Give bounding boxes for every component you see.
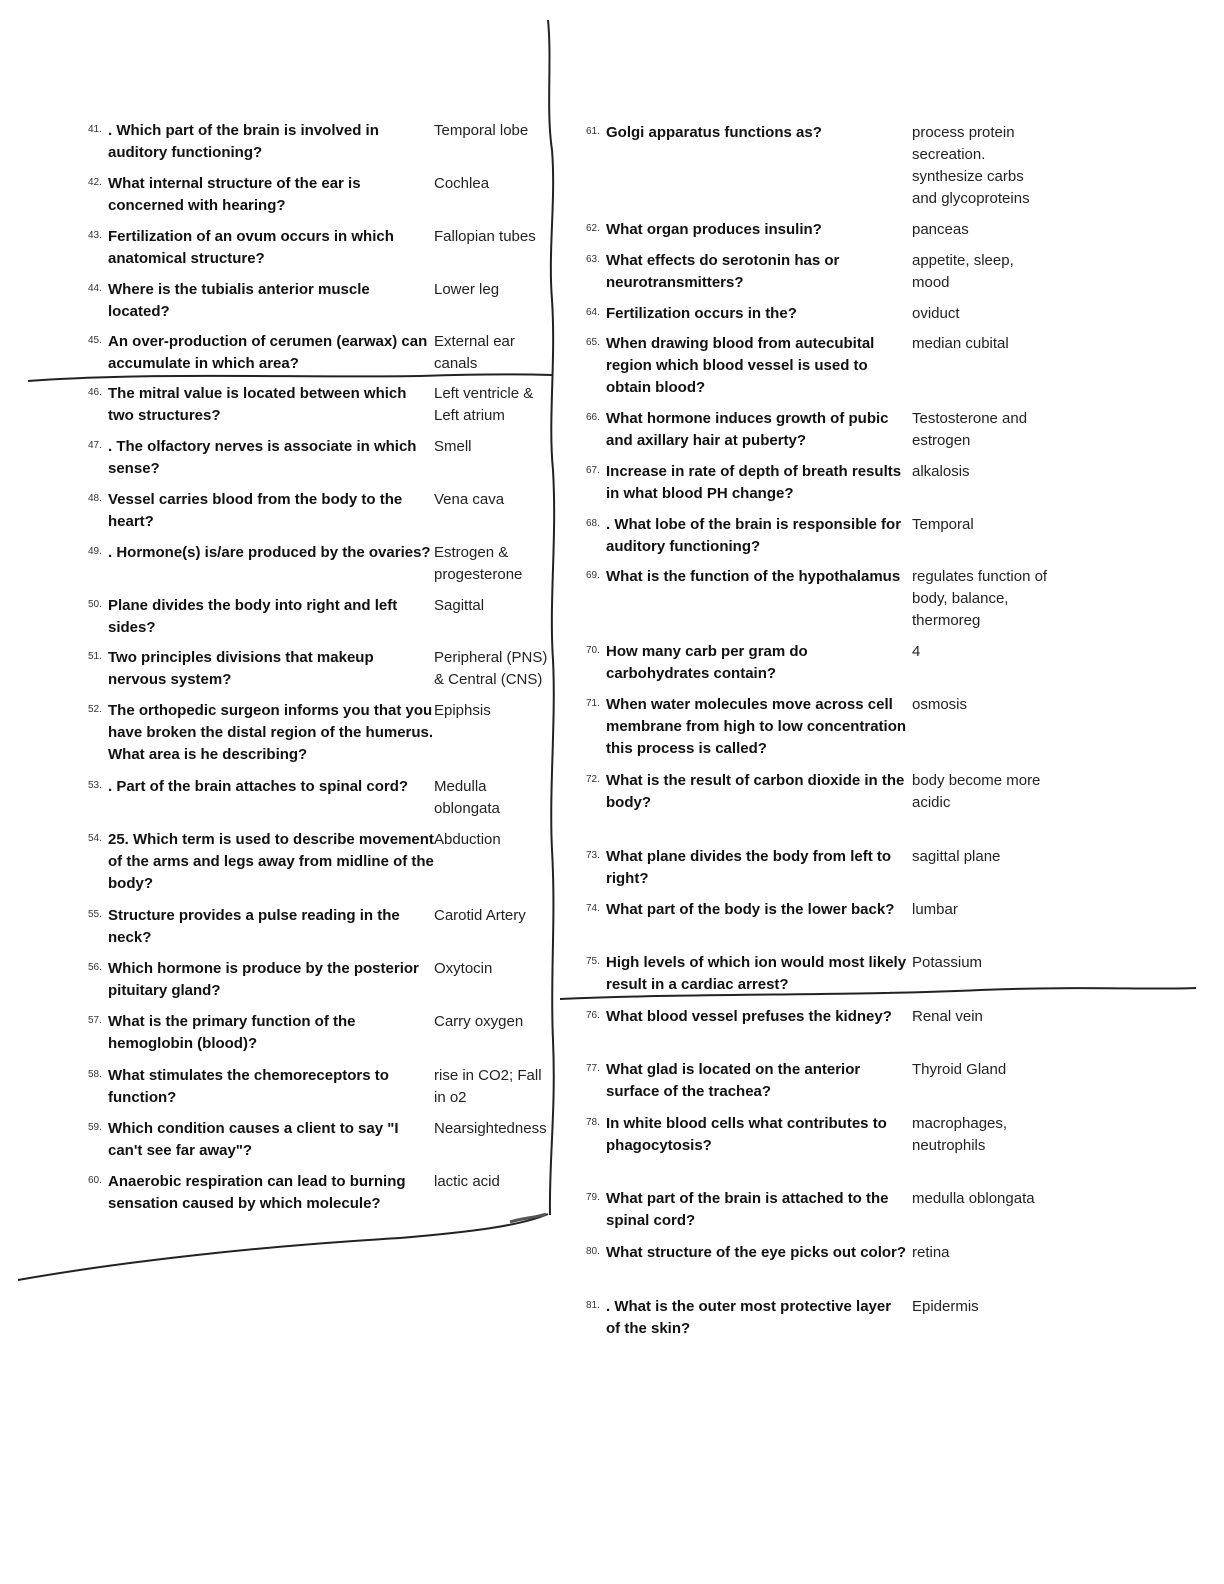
answer-text: Carry oxygen	[434, 1013, 524, 1030]
question-text: Increase in rate of depth of breath results in what blood PH change?	[606, 463, 902, 502]
question-text: The mitral value is located between which two structures?	[108, 385, 407, 424]
question-text: What organ produces insulin?	[606, 221, 822, 238]
question-row	[88, 1118, 556, 1162]
question-row	[88, 542, 556, 586]
question-text: Two principles divisions that makeup nervous system?	[108, 649, 374, 688]
question-text: . The olfactory nerves is associate in which sense?	[108, 438, 417, 477]
answer-text: Sagittal	[434, 597, 485, 614]
question-row	[586, 641, 1072, 685]
question-number: 79.	[586, 1192, 600, 1203]
question-row	[586, 952, 1072, 996]
question-number: 50.	[88, 599, 102, 610]
question-row	[88, 173, 556, 217]
question-number: 81.	[586, 1300, 600, 1311]
answer-text: retina	[912, 1244, 950, 1261]
question-number: 72.	[586, 774, 600, 785]
question-row	[88, 1171, 556, 1215]
question-number: 57.	[88, 1015, 102, 1026]
question-row	[88, 1011, 556, 1055]
question-number: 56.	[88, 962, 102, 973]
question-row	[88, 1065, 556, 1109]
question-number: 49.	[88, 546, 102, 557]
answer-text: Testosterone and estrogen	[912, 410, 1028, 449]
question-number: 54.	[88, 833, 102, 844]
question-text: What internal structure of the ear is concerned with hearing?	[108, 175, 361, 214]
answer-text: External ear canals	[434, 333, 515, 372]
answer-text: medulla oblongata	[912, 1190, 1035, 1207]
question-row	[586, 1188, 1072, 1232]
question-text: Which hormone is produce by the posterior pituitary gland?	[108, 960, 419, 999]
question-text: The orthopedic surgeon informs you that you have broken the distal region of the humerus. What area is he describing?	[108, 702, 434, 763]
question-text: . What lobe of the brain is responsible for auditory functioning?	[606, 516, 902, 555]
question-text: . Which part of the brain is involved in auditory functioning?	[108, 122, 379, 161]
question-number: 77.	[586, 1063, 600, 1074]
question-number: 60.	[88, 1175, 102, 1186]
question-row	[88, 436, 556, 480]
question-text: Fertilization of an ovum occurs in which anatomical structure?	[108, 228, 394, 267]
answer-text: Potassium	[912, 954, 983, 971]
answer-text: panceas	[912, 221, 969, 238]
question-row	[88, 647, 556, 691]
question-text: High levels of which ion would most likely result in a cardiac arrest?	[606, 954, 907, 993]
question-number: 75.	[586, 956, 600, 967]
answer-text: regulates function of body, balance, thermoreg	[912, 568, 1048, 629]
answer-text: Smell	[434, 438, 472, 455]
question-number: 67.	[586, 465, 600, 476]
question-number: 62.	[586, 223, 600, 234]
question-text: Fertilization occurs in the?	[606, 305, 797, 322]
question-text: What hormone induces growth of pubic and axillary hair at puberty?	[606, 410, 889, 449]
question-row	[586, 514, 1072, 558]
question-row	[586, 1059, 1072, 1103]
question-number: 58.	[88, 1069, 102, 1080]
question-row	[586, 1242, 1072, 1264]
question-text: Golgi apparatus functions as?	[606, 124, 822, 141]
question-row	[88, 279, 556, 323]
question-text: Structure provides a pulse reading in the neck?	[108, 907, 400, 946]
question-number: 44.	[88, 283, 102, 294]
question-row	[586, 694, 1072, 760]
question-row	[88, 829, 556, 895]
question-number: 52.	[88, 704, 102, 715]
answer-text: Peripheral (PNS) & Central (CNS)	[434, 649, 548, 688]
question-number: 47.	[88, 440, 102, 451]
question-number: 76.	[586, 1010, 600, 1021]
question-row	[586, 1296, 1072, 1340]
question-number: 69.	[586, 570, 600, 581]
question-row	[586, 303, 1072, 325]
answer-text: Vena cava	[434, 491, 505, 508]
question-text: . What is the outer most protective layer of the skin?	[606, 1298, 892, 1337]
question-number: 64.	[586, 307, 600, 318]
answer-text: osmosis	[912, 696, 968, 713]
question-number: 68.	[586, 518, 600, 529]
question-row	[88, 489, 556, 533]
question-row	[586, 250, 1072, 294]
question-text: Plane divides the body into right and left sides?	[108, 597, 398, 636]
question-number: 66.	[586, 412, 600, 423]
question-text: When water molecules move across cell membrane from high to low concentration this process is called?	[606, 696, 907, 757]
question-number: 45.	[88, 335, 102, 346]
question-number: 78.	[586, 1117, 600, 1128]
answer-text: Temporal lobe	[434, 122, 529, 139]
question-row	[88, 595, 556, 639]
question-text: An over-production of cerumen (earwax) can accumulate in which area?	[108, 333, 428, 372]
answer-text: Cochlea	[434, 175, 490, 192]
question-row	[88, 700, 556, 766]
question-number: 41.	[88, 124, 102, 135]
question-text: 25. Which term is used to describe movement of the arms and legs away from midline of the body?	[108, 831, 434, 892]
question-text: Where is the tubialis anterior muscle located?	[108, 281, 370, 320]
answer-text: body become more acidic	[912, 772, 1041, 811]
question-text: When drawing blood from autecubital region which blood vessel is used to obtain blood?	[606, 335, 875, 396]
question-row	[586, 1113, 1072, 1157]
question-row	[586, 566, 1072, 632]
answer-text: alkalosis	[912, 463, 970, 480]
question-row	[586, 846, 1072, 890]
question-number: 74.	[586, 903, 600, 914]
answer-text: Abduction	[434, 831, 501, 848]
question-row	[586, 770, 1072, 814]
question-text: What part of the brain is attached to the spinal cord?	[606, 1190, 889, 1229]
answer-text: Epiphsis	[434, 702, 491, 719]
question-number: 43.	[88, 230, 102, 241]
question-row	[88, 383, 556, 427]
question-text: What part of the body is the lower back?	[606, 901, 895, 918]
question-row	[586, 1006, 1072, 1028]
question-row	[586, 899, 1072, 921]
question-row	[586, 333, 1072, 399]
question-text: . Part of the brain attaches to spinal cord?	[108, 778, 409, 795]
question-number: 59.	[88, 1122, 102, 1133]
question-text: What effects do serotonin has or neurotransmitters?	[606, 252, 840, 291]
question-number: 65.	[586, 337, 600, 348]
answer-text: Estrogen & progesterone	[434, 544, 523, 583]
bottom-cut-line	[18, 1214, 548, 1280]
question-row	[586, 408, 1072, 452]
answer-text: median cubital	[912, 335, 1009, 352]
question-number: 55.	[88, 909, 102, 920]
question-text: Anaerobic respiration can lead to burning sensation caused by which molecule?	[108, 1173, 406, 1212]
question-text: How many carb per gram do carbohydrates contain?	[606, 643, 808, 682]
question-row	[88, 120, 556, 164]
question-row	[586, 219, 1072, 241]
question-row	[586, 122, 1072, 210]
question-row	[88, 958, 556, 1002]
question-number: 71.	[586, 698, 600, 709]
question-row	[88, 905, 556, 949]
left-horizontal-cut-line	[28, 374, 552, 381]
answer-text: Carotid Artery	[434, 907, 526, 924]
answer-text: macrophages, neutrophils	[912, 1115, 1008, 1154]
question-text: What is the function of the hypothalamus	[606, 568, 901, 585]
question-number: 53.	[88, 780, 102, 791]
question-row	[88, 226, 556, 270]
answer-text: Lower leg	[434, 281, 500, 298]
question-number: 51.	[88, 651, 102, 662]
question-text: Vessel carries blood from the body to the heart?	[108, 491, 403, 530]
question-text: What plane divides the body from left to right?	[606, 848, 892, 887]
answer-text: Left ventricle & Left atrium	[434, 385, 534, 424]
answer-text: lactic acid	[434, 1173, 500, 1190]
answer-text: Renal vein	[912, 1008, 983, 1025]
question-text: Which condition causes a client to say "I can't see far away"?	[108, 1120, 399, 1159]
question-row	[88, 331, 556, 375]
answer-text: Temporal	[912, 516, 974, 533]
question-number: 80.	[586, 1246, 600, 1257]
question-number: 48.	[88, 493, 102, 504]
question-number: 63.	[586, 254, 600, 265]
question-text: What blood vessel prefuses the kidney?	[606, 1008, 892, 1025]
answer-text: Medulla oblongata	[434, 778, 500, 817]
answer-text: Fallopian tubes	[434, 228, 536, 245]
question-number: 42.	[88, 177, 102, 188]
answer-text: 4	[912, 643, 921, 660]
question-number: 70.	[586, 645, 600, 656]
answer-text: sagittal plane	[912, 848, 1001, 865]
answer-text: Thyroid Gland	[912, 1061, 1007, 1078]
answer-text: Epidermis	[912, 1298, 979, 1315]
answer-text: process protein secreation. synthesize carbs and glycoproteins	[912, 124, 1030, 207]
question-number: 73.	[586, 850, 600, 861]
question-text: In white blood cells what contributes to phagocytosis?	[606, 1115, 887, 1154]
question-text: What is the result of carbon dioxide in the body?	[606, 772, 905, 811]
question-number: 46.	[88, 387, 102, 398]
answer-text: oviduct	[912, 305, 960, 322]
question-number: 61.	[586, 126, 600, 137]
answer-text: lumbar	[912, 901, 958, 918]
question-row	[88, 776, 556, 820]
answer-text: appetite, sleep, mood	[912, 252, 1014, 291]
question-text: What glad is located on the anterior surface of the trachea?	[606, 1061, 861, 1100]
question-text: . Hormone(s) is/are produced by the ovaries?	[108, 544, 431, 561]
answer-text: Oxytocin	[434, 960, 493, 977]
question-text: What is the primary function of the hemoglobin (blood)?	[108, 1013, 356, 1052]
answer-text: Nearsightedness	[434, 1120, 547, 1137]
question-text: What stimulates the chemoreceptors to function?	[108, 1067, 389, 1106]
answer-text: rise in CO2; Fall in o2	[434, 1067, 542, 1106]
question-text: What structure of the eye picks out color?	[606, 1244, 907, 1261]
question-row	[586, 461, 1072, 505]
